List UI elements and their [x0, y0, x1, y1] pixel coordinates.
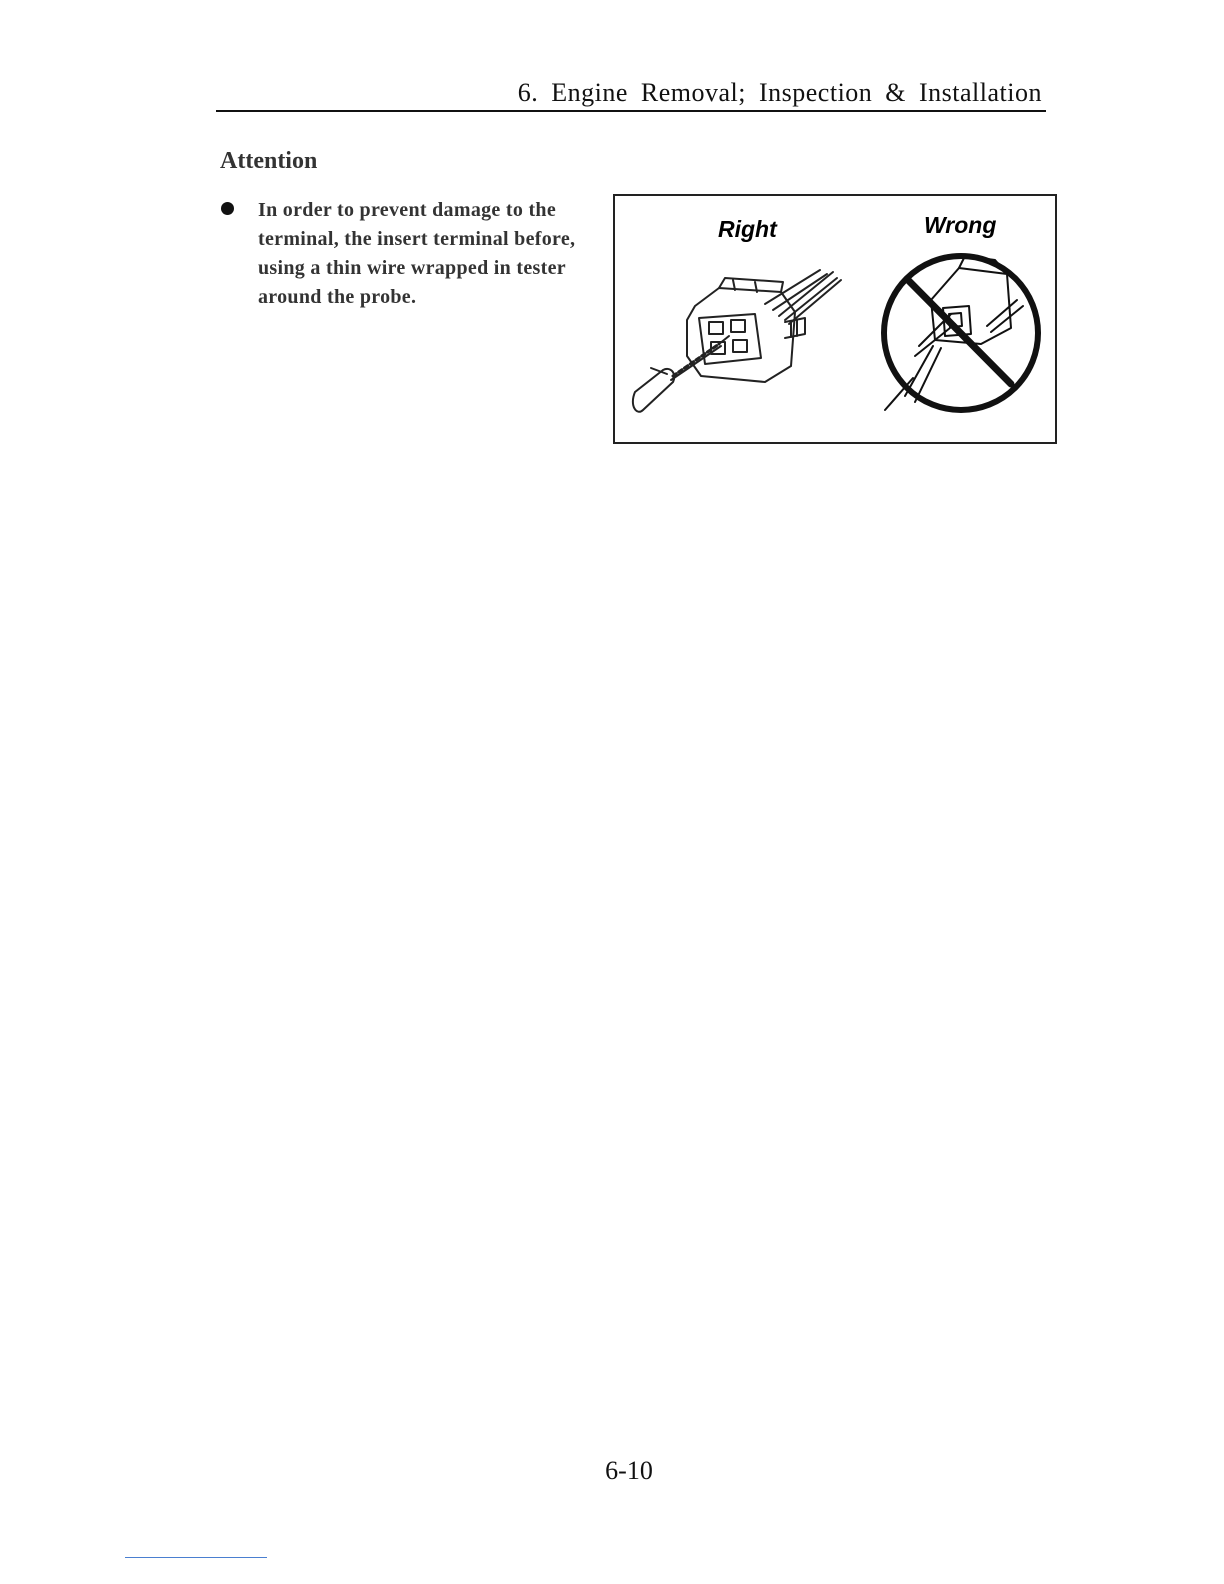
bullet-icon — [221, 202, 234, 215]
page-header-title: 6. Engine Removal; Inspection & Installation — [517, 78, 1042, 107]
wrong-label: Wrong — [924, 212, 997, 238]
right-connector-drawing — [633, 270, 841, 412]
header-divider — [216, 110, 1046, 112]
right-label: Right — [718, 216, 777, 242]
footnote-divider — [125, 1557, 267, 1558]
attention-heading: Attention — [220, 148, 318, 174]
connector-probe-figure — [613, 194, 1057, 444]
wrong-connector-drawing — [884, 256, 1038, 410]
page-number: 6-10 — [605, 1456, 653, 1485]
attention-bullet-text: In order to prevent damage to the terminal, the insert terminal before, using a thin wire wrapped in tester around the probe. — [258, 199, 576, 308]
